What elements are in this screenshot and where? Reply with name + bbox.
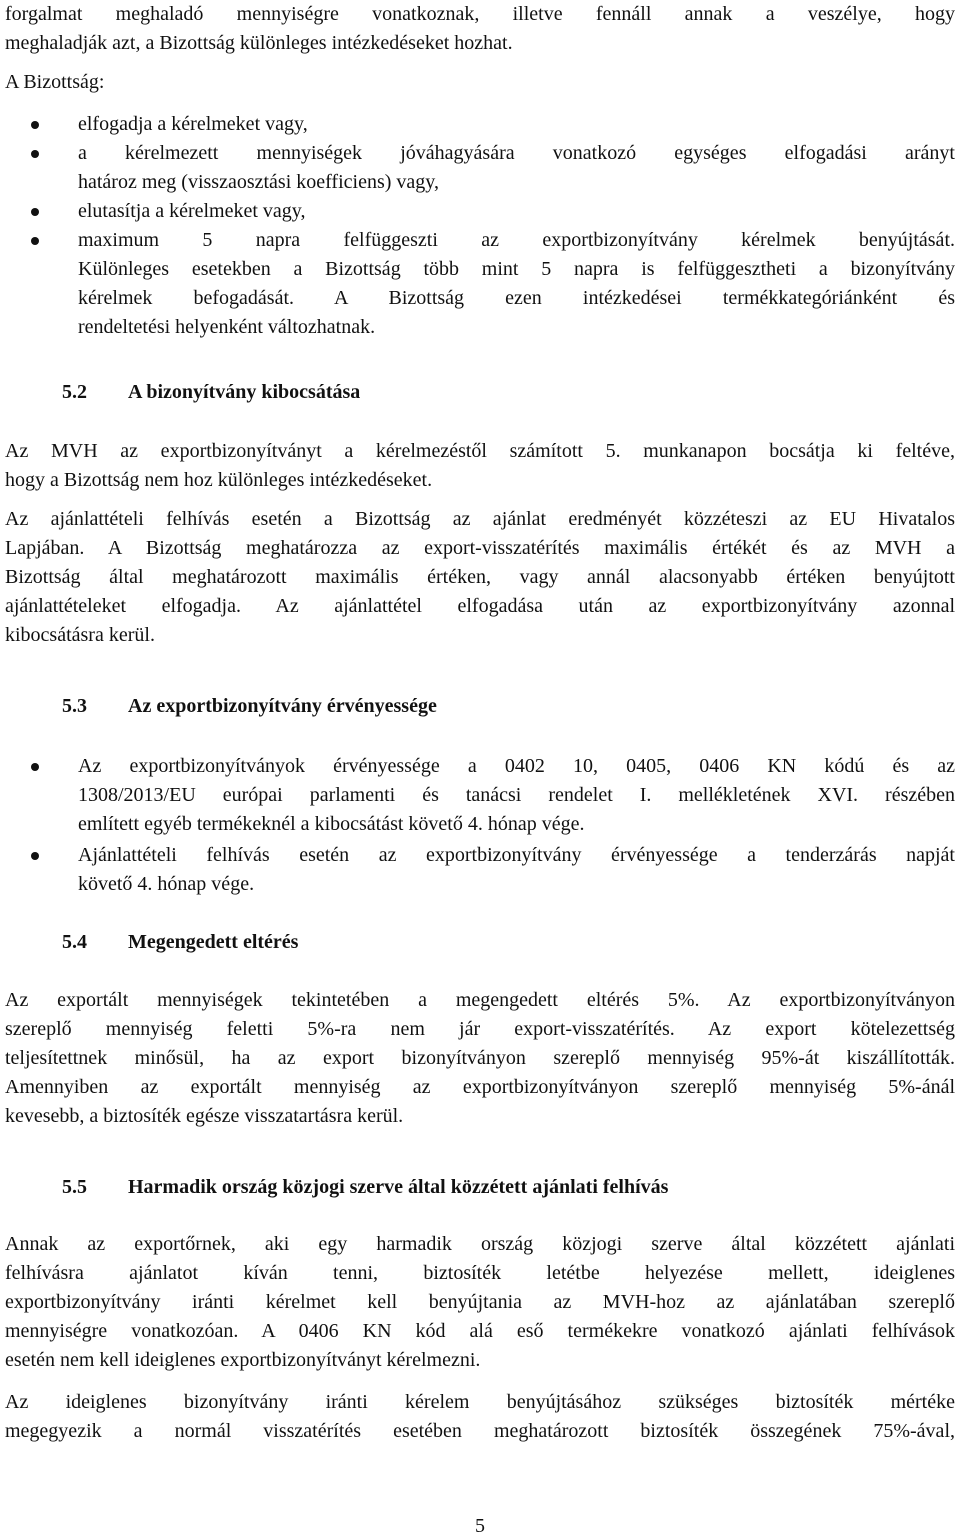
bullet-icon (31, 208, 39, 216)
s52-para1-line-1: Az MVH az exportbizonyítványt a kérelmezéstől számított 5. munkanapon bocsátja ki feltéve, (5, 440, 955, 462)
section-number: 5.5 (62, 1176, 87, 1198)
s53-bullet-1-line-2: 1308/2013/EU európai parlamenti és tanácsi rendelet I. mellékletének XVI. részében (78, 784, 955, 806)
committee-bullet-2-line-1: a kérelmezett mennyiségek jóváhagyására vonatkozó egységes elfogadási arányt (78, 142, 955, 164)
bullet-icon (31, 763, 39, 771)
bullet-icon (31, 121, 39, 129)
s54-para-line-1: Az exportált mennyiségek tekintetében a megengedett eltérés 5%. Az exportbizonyítványon (5, 989, 955, 1011)
committee-label: A Bizottság: (5, 71, 105, 93)
page-number: 5 (475, 1515, 485, 1537)
s52-para2-line-5: kibocsátásra kerül. (5, 624, 155, 646)
committee-bullet-4-line-1: maximum 5 napra felfüggeszti az exportbizonyítvány kérelmek benyújtását. (78, 229, 955, 251)
intro-line-2: meghaladják azt, a Bizottság különleges intézkedéseket hozhat. (5, 32, 513, 54)
committee-bullet-4-line-4: rendeltetési helyenként változhatnak. (78, 316, 376, 338)
section-title: Harmadik ország közjogi szerve által közzétett ajánlati felhívás (128, 1176, 669, 1198)
s55-para1-line-4: mennyiségre vonatkozóan. A 0406 KN kód alá eső termékekre vonatkozó ajánlati felhívások (5, 1320, 955, 1342)
s54-para-line-5: kevesebb, a biztosíték egésze visszatartásra kerül. (5, 1105, 404, 1127)
committee-bullet-4-line-2: Különleges esetekben a Bizottság több mint 5 napra is felfüggesztheti a bizonyítvány (78, 258, 955, 280)
committee-bullet-1: elfogadja a kérelmeket vagy, (78, 113, 308, 135)
s55-para2-line-1: Az ideiglenes bizonyítvány iránti kérelem benyújtásához szükséges biztosíték mértéke (5, 1391, 955, 1413)
bullet-icon (31, 237, 39, 245)
section-heading-5-3 (62, 692, 437, 721)
s52-para2-line-1: Az ajánlattételi felhívás esetén a Bizottság az ajánlat eredményét közzéteszi az EU Hivatalos (5, 508, 955, 530)
s52-para2-line-3: Bizottság által meghatározott maximális értéken, vagy annál alacsonyabb értéken benyújtott (5, 566, 955, 588)
s53-bullet-1-line-1: Az exportbizonyítványok érvényessége a 0402 10, 0405, 0406 KN kódú és az (78, 755, 955, 777)
s55-para1-line-2: felhívásra ajánlatot kíván tenni, biztosíték letétbe helyezése mellett, ideiglenes (5, 1262, 955, 1284)
section-number: 5.4 (62, 931, 87, 953)
s53-bullet-2-line-2: követő 4. hónap vége. (78, 873, 255, 895)
s54-para-line-3: teljesítettnek minősül, ha az export bizonyítványon szereplő mennyiség 95%-át kiszállították. (5, 1047, 955, 1069)
section-number: 5.2 (62, 381, 87, 403)
section-title: A bizonyítvány kibocsátása (128, 381, 361, 403)
section-heading-5-5 (62, 1173, 668, 1202)
committee-bullet-3: elutasítja a kérelmeket vagy, (78, 200, 306, 222)
section-number: 5.3 (62, 695, 87, 717)
bullet-icon (31, 852, 39, 860)
section-title: Megengedett eltérés (128, 931, 299, 953)
s53-bullet-2-line-1: Ajánlattételi felhívás esetén az exportbizonyítvány érvényessége a tenderzárás napját (78, 844, 955, 866)
intro-line-1: forgalmat meghaladó mennyiségre vonatkoznak, illetve fennáll annak a veszélye, hogy (5, 3, 955, 25)
s52-para2-line-4: ajánlattételeket elfogadja. Az ajánlattétel elfogadása után az exportbizonyítvány azonnal (5, 595, 955, 617)
s54-para-line-2: szereplő mennyiség feletti 5%-ra nem jár export-visszatérítés. Az export kötelezettség (5, 1018, 955, 1040)
bullet-icon (31, 150, 39, 158)
s55-para2-line-2: megegyezik a normál visszatérítés esetében meghatározott biztosíték összegének 75%-ával, (5, 1420, 955, 1442)
s55-para1-line-1: Annak az exportőrnek, aki egy harmadik ország közjogi szerve által közzétett ajánlati (5, 1233, 955, 1255)
s52-para1-line-2: hogy a Bizottság nem hoz különleges intézkedéseket. (5, 469, 433, 491)
s52-para2-line-2: Lapjában. A Bizottság meghatározza az export-visszatérítés maximális értékét és az MVH a (5, 537, 955, 559)
section-heading-5-2 (62, 378, 360, 407)
section-title: Az exportbizonyítvány érvényessége (128, 695, 437, 717)
section-heading-5-4 (62, 928, 298, 957)
s55-para1-line-3: exportbizonyítvány iránti kérelmet kell benyújtania az MVH-hoz az ajánlatában szereplő (5, 1291, 955, 1313)
s55-para1-line-5: esetén nem kell ideiglenes exportbizonyítványt kérelmezni. (5, 1349, 481, 1371)
s53-bullet-1-line-3: említett egyéb termékeknél a kibocsátást követő 4. hónap vége. (78, 813, 585, 835)
committee-bullet-4-line-3: kérelmek befogadását. A Bizottság ezen intézkedései termékkategóriánként és (78, 287, 955, 309)
committee-bullet-2-line-2: határoz meg (visszaosztási koefficiens) vagy, (78, 171, 439, 193)
s54-para-line-4: Amennyiben az exportált mennyiség az exportbizonyítványon szereplő mennyiség 5%-ánál (5, 1076, 955, 1098)
